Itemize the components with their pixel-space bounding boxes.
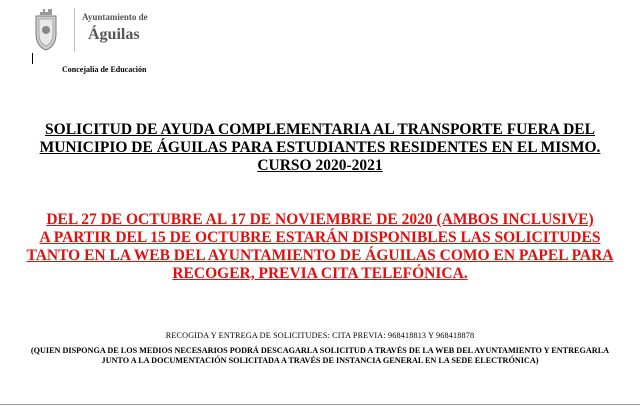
title-text: SOLICITUD DE AYUDA COMPLEMENTARIA AL TRANSPORTE FUERA DEL MUNICIPIO DE ÁGUILAS PARA ESTUDIANTES RESIDENTES EN EL MISMO. CURSO 2020-2021	[39, 121, 601, 174]
org-name: Águilas	[88, 26, 140, 43]
dates-line: DEL 27 DE OCTUBRE AL 17 DE NOVIEMBRE DE 2020 (AMBOS INCLUSIVE)	[46, 211, 594, 228]
page-bottom-rule	[0, 404, 640, 405]
pickup-line: RECOGIDA Y ENTREGA DE SOLICITUDES: CITA PREVIA: 968418813 Y 968418878	[165, 331, 475, 340]
document-title	[20, 121, 620, 175]
org-small-label: Ayuntamiento de	[82, 12, 148, 22]
availability-line: A PARTIR DEL 15 DE OCTUBRE ESTARÁN DISPONIBLES LAS SOLICITUDES TANTO EN LA WEB DEL AYUNTAMIENTO DE ÁGUILAS COMO EN PAPEL PARA RECOGER, PREVIA CITA TELEFÓNICA.	[26, 229, 614, 282]
department-label: Concejalía de Educación	[62, 65, 147, 74]
header-divider	[74, 8, 75, 52]
coat-of-arms-icon	[33, 8, 59, 52]
text-cursor	[32, 53, 33, 64]
web-note: (QUIEN DISPONGA DE LOS MEDIOS NECESARIOS PODRÁ DESCAGARLA SOLICITUD A TRAVÉS DE LA WEB DEL AYUNTAMIENTO Y ENTREGARLA JUNTO A LA DOCUMENTACIÓN SOLICITADA A TRAVÉS DE INSTANCIA GENERAL EN LA SEDE ELECTRÓNICA)	[30, 346, 610, 365]
dates-block	[20, 211, 620, 283]
